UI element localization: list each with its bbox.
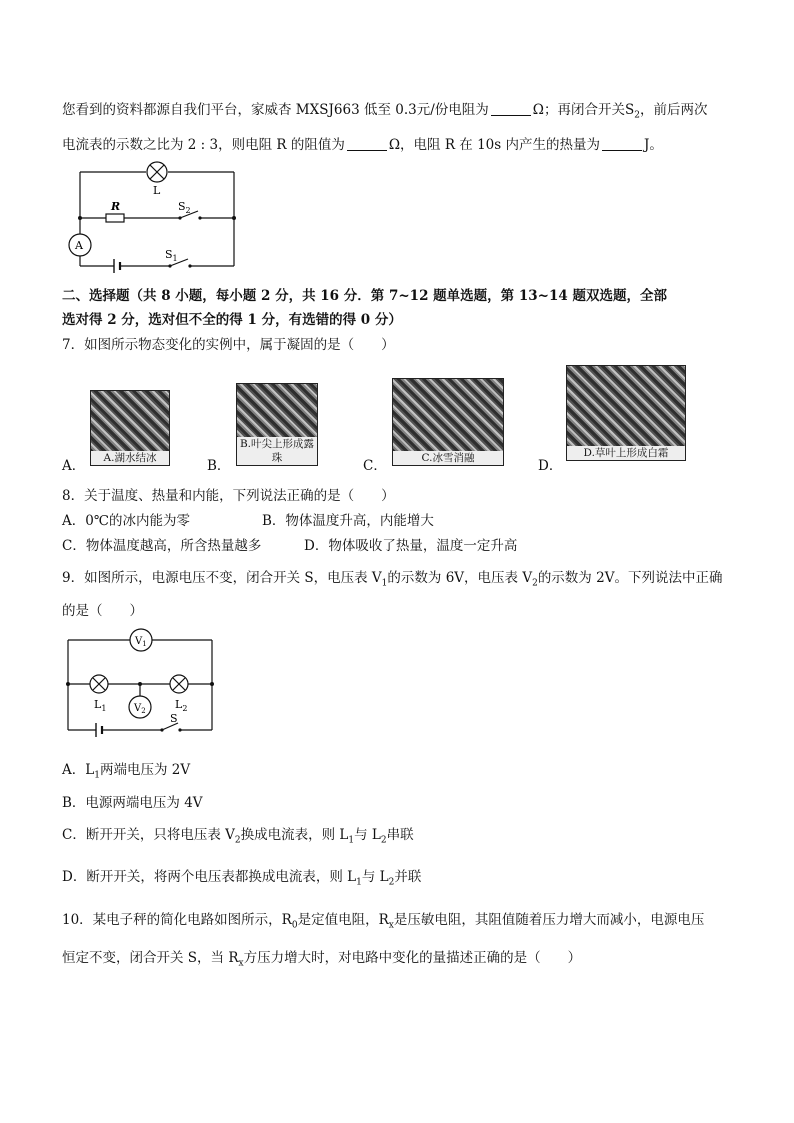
- resistor-label: R: [111, 200, 121, 213]
- answer-blank[interactable]: [347, 138, 387, 151]
- q8-option-d[interactable]: D．物体吸收了热量，温度一定升高: [304, 538, 518, 554]
- v1-label: $V_1$: [135, 636, 147, 648]
- q9-option-c[interactable]: C．断开开关，只将电压表 $V_2$换成电流表，则 $L_1$与 $L_2$串联: [62, 827, 414, 846]
- q7-option-a-letter[interactable]: A．: [62, 458, 86, 474]
- q10-stem-line-2: 恒定不变，闭合开关 S，当 $R_x$方压力增大时，对电路中变化的量描述正确的是（ ）: [62, 950, 582, 969]
- q9-option-a[interactable]: A．$L_1$两端电压为 2V: [62, 762, 191, 781]
- q8-stem: 8．关于温度、热量和内能，下列说法正确的是（ ）: [62, 488, 395, 504]
- q8-option-a[interactable]: A．0℃的冰内能为零: [62, 513, 190, 529]
- q6-line-1: 您看到的资料都源自我们平台，家威杏 MXSJ663 低至 0.3元/份电阻为 Ω；再闭合开关$S_2$，前后两次: [62, 102, 708, 121]
- q7-option-b-image: B.叶尖上形成露珠: [236, 383, 318, 466]
- q7-option-c-letter[interactable]: C．: [363, 458, 387, 474]
- l1-label: $L_1$: [94, 698, 107, 713]
- lamp-l2-icon: [170, 675, 188, 693]
- q7-option-b-letter[interactable]: B．: [207, 458, 231, 474]
- q7-option-d-letter[interactable]: D．: [538, 458, 563, 474]
- q9-stem-line-1: 9．如图所示，电源电压不变，闭合开关 S，电压表 $V_1$的示数为 6V，电压表 $V_2$的示数为 2V。下列说法中正确: [62, 570, 723, 589]
- q8-option-b[interactable]: B．物体温度升高，内能增大: [262, 513, 434, 529]
- q8-option-c[interactable]: C．物体温度越高，所含热量越多: [62, 538, 262, 554]
- lamp-l1-icon: [90, 675, 108, 693]
- q7-stem: 7．如图所示物态变化的实例中，属于凝固的是（ ）: [62, 337, 395, 353]
- q10-stem-line-1: 10．某电子秤的简化电路如图所示，$R_0$是定值电阻，$R_x$是压敏电阻，其阻值随着压力增大而减小，电源电压: [62, 912, 705, 931]
- section-2-heading-line-1: 二、选择题（共 8 小题，每小题 2 分，共 16 分．第 7~12 题单选题，第 13~14 题双选题，全部: [62, 288, 667, 304]
- q9-option-d[interactable]: D．断开开关，将两个电压表都换成电流表，则 $L_1$与 $L_2$并联: [62, 869, 422, 888]
- lamp-icon: [147, 162, 167, 182]
- v2-label: $V_2$: [134, 703, 146, 715]
- ammeter-label: A: [75, 239, 83, 252]
- q6-line-2: 电流表的示数之比为 2 : 3，则电阻 R 的阻值为 Ω，电阻 R 在 10s 内产生的热量为 J。: [62, 137, 663, 153]
- switch-s1-label: $S_1$: [165, 248, 178, 263]
- switch-s2-label: $S_2$: [178, 200, 191, 215]
- q7-option-d-image: D.草叶上形成白霜: [566, 365, 686, 461]
- section-2-heading-line-2: 选对得 2 分，选对但不全的得 1 分，有选错的得 0 分）: [62, 312, 402, 328]
- l2-label: $L_2$: [175, 698, 188, 713]
- lamp-label: L: [153, 184, 161, 197]
- q7-option-a-image: A.湖水结冰: [90, 390, 170, 466]
- answer-blank[interactable]: [602, 138, 642, 151]
- q7-option-c-image: C.冰雪消融: [392, 378, 504, 466]
- q9-option-b[interactable]: B．电源两端电压为 4V: [62, 795, 203, 811]
- q9-circuit-diagram: [62, 626, 222, 738]
- switch-label: S: [170, 712, 178, 725]
- answer-blank[interactable]: [491, 103, 531, 116]
- q9-stem-line-2: 的是（ ）: [62, 603, 143, 619]
- q6-circuit-diagram: [62, 158, 242, 274]
